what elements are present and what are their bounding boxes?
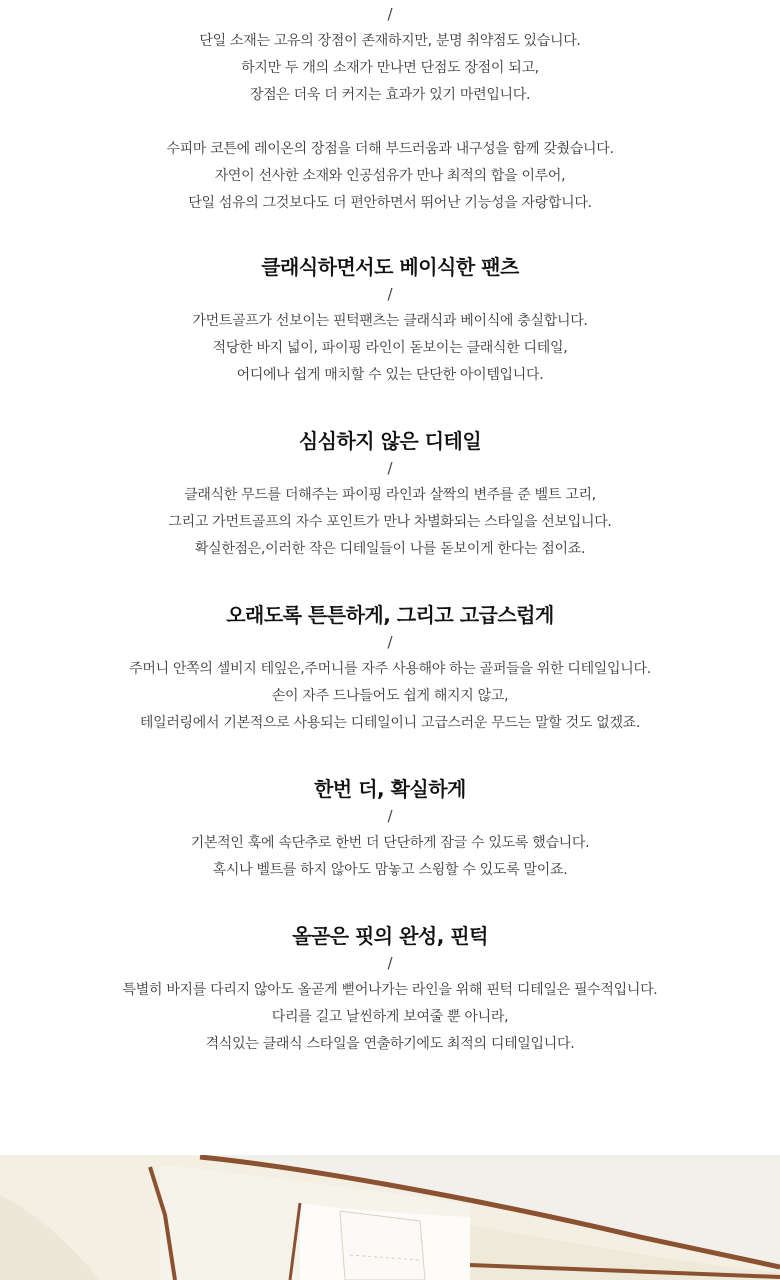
section-divider-slash: / — [387, 5, 393, 23]
section-divider-slash: / — [387, 954, 393, 972]
section-line: 클래식한 무드를 더해주는 파이핑 라인과 살짝의 변주를 준 벨트 고리, — [184, 487, 596, 503]
intro-line-4: 수피마 코튼에 레이온의 장점을 더해 부드러움과 내구성을 함께 갖췄습니다. — [166, 141, 614, 157]
section-line: 손이 자주 드나들어도 쉽게 해지지 않고, — [271, 688, 509, 704]
section-heading-detail: 심심하지 않은 디테일 — [298, 429, 482, 453]
intro-line-5: 자연이 선사한 소재와 인공섬유가 만나 최적의 합을 이루어, — [214, 168, 566, 184]
section-line: 다리를 길고 날씬하게 보여줄 뿐 아니라, — [271, 1009, 509, 1025]
section-line: 격식있는 클래식 스타일을 연출하기에도 최적의 디테일입니다. — [205, 1036, 575, 1052]
section-heading-secure: 한번 더, 확실하게 — [314, 777, 466, 801]
section-line: 기본적인 훅에 속단추로 한번 더 단단하게 잠글 수 있도록 했습니다. — [190, 835, 590, 851]
intro-line-3: 장점은 더욱 더 커지는 효과가 있기 마련입니다. — [249, 87, 531, 103]
section-divider-slash: / — [387, 459, 393, 477]
pants-waistband-illustration — [0, 1155, 780, 1280]
intro-line-2: 하지만 두 개의 소재가 만나면 단점도 장점이 되고, — [241, 60, 539, 76]
section-heading-classic: 클래식하면서도 베이식한 팬츠 — [261, 255, 519, 279]
section-heading-pintuck: 올곧은 핏의 완성, 핀턱 — [292, 924, 488, 948]
section-divider-slash: / — [387, 807, 393, 825]
section-line: 어디에나 쉽게 매치할 수 있는 단단한 아이템입니다. — [236, 367, 544, 383]
section-line: 가먼트골프가 선보이는 핀턱팬츠는 클래식과 베이식에 충실합니다. — [192, 313, 588, 329]
section-line: 그리고 가먼트골프의 자수 포인트가 만나 차별화되는 스타일을 선보입니다. — [168, 514, 612, 530]
section-divider-slash: / — [387, 285, 393, 303]
section-line: 적당한 바지 넓이, 파이핑 라인이 돋보이는 클래식한 디테일, — [212, 340, 568, 356]
intro-line-1: 단일 소재는 고유의 장점이 존재하지만, 분명 취약점도 있습니다. — [199, 33, 581, 49]
section-heading-durable: 오래도록 튼튼하게, 그리고 고급스럽게 — [226, 603, 554, 627]
intro-line-6: 단일 섬유의 그것보다도 더 편안하면서 뛰어난 기능성을 자랑합니다. — [188, 195, 592, 211]
section-line: 혹시나 벨트를 하지 않아도 맘놓고 스윙할 수 있도록 말이죠. — [212, 862, 568, 878]
section-line: 특별히 바지를 다리지 않아도 올곧게 뻗어나가는 라인을 위해 핀턱 디테일은 필수적입니다. — [122, 982, 658, 998]
section-line: 테일러링에서 기본적으로 사용되는 디테일이니 고급스러운 무드는 말할 것도 없겠죠. — [139, 715, 641, 731]
product-photo — [0, 1155, 780, 1280]
section-line: 확실한점은,이러한 작은 디테일들이 나를 돋보이게 한다는 점이죠. — [194, 541, 586, 557]
section-divider-slash: / — [387, 633, 393, 651]
section-line: 주머니 안쪽의 셀비지 테잎은,주머니를 자주 사용해야 하는 골퍼들을 위한 디테일입니다. — [129, 661, 651, 677]
